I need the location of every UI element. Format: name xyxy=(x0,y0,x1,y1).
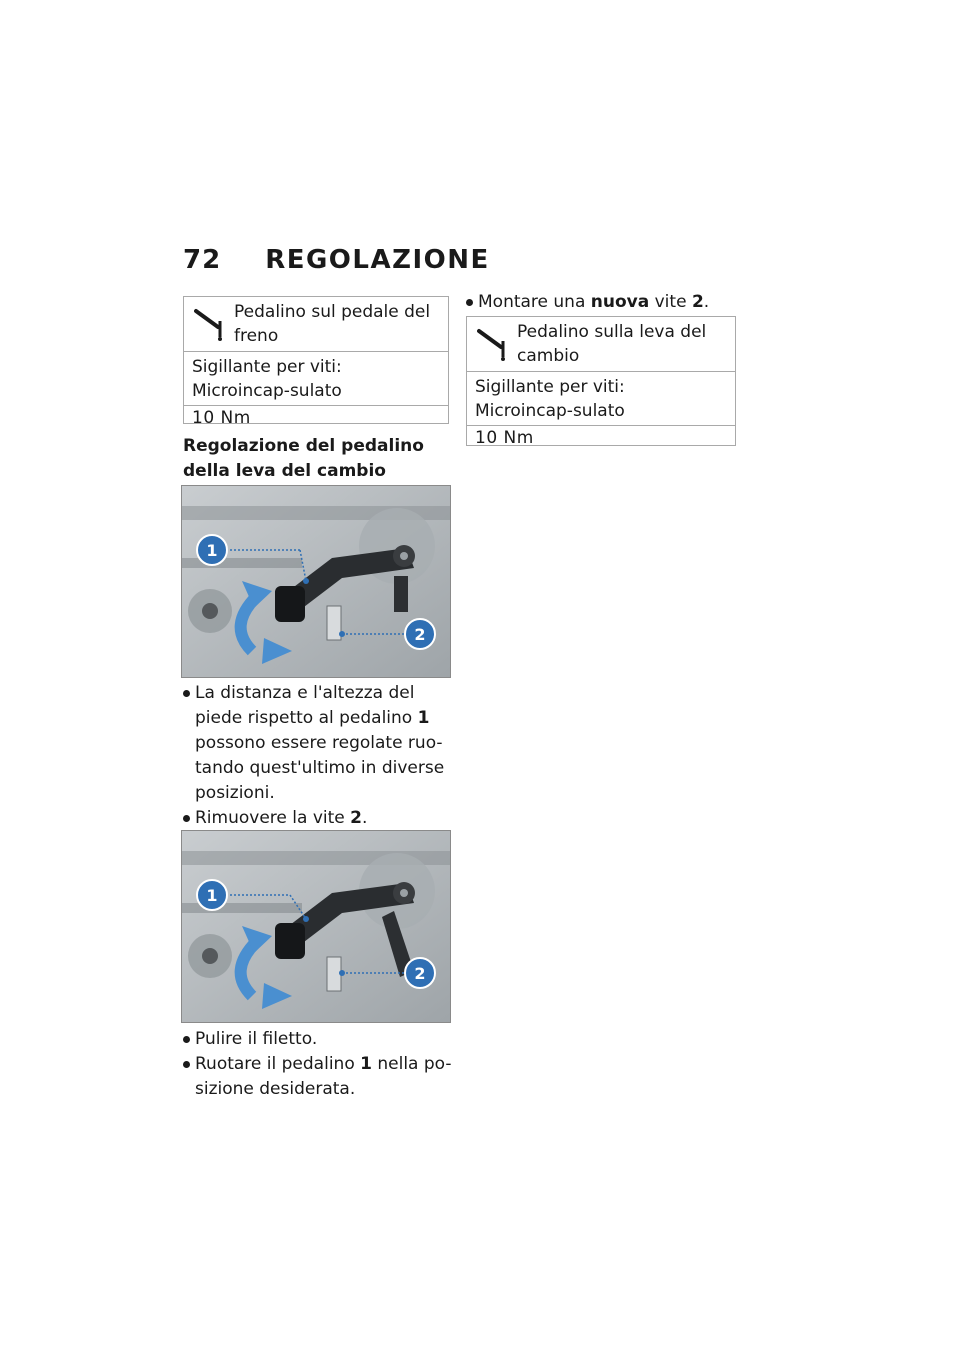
callout-2-label: 2 xyxy=(414,964,426,983)
spec-torque-value: 10 Nm xyxy=(192,408,251,428)
list-item: Ruotare il pedalino 1 nella po-sizione desiderata. xyxy=(183,1052,453,1102)
spec-box-shift xyxy=(466,316,736,446)
torque-wrench-icon xyxy=(194,303,228,343)
steps-list-c xyxy=(466,290,736,315)
spec-box-brake xyxy=(183,296,449,428)
section-heading: Regolazione del pedalino della leva del cambio xyxy=(183,436,424,481)
spec-title: Pedalino sul pedale del freno xyxy=(234,302,431,346)
callout-2-label: 2 xyxy=(414,625,426,644)
steps-list-b xyxy=(183,1027,453,1102)
spec-torque-value: 10 Nm xyxy=(475,428,534,448)
steps-list-a xyxy=(183,681,453,831)
figure-shift-lever-1 xyxy=(181,485,451,678)
list-item: Rimuovere la vite 2. xyxy=(183,806,453,831)
spec-material: Sigillante per viti: Microincap-sulato xyxy=(467,372,735,426)
torque-wrench-icon xyxy=(477,323,511,363)
callout-1-label: 1 xyxy=(206,541,218,560)
spec-title: Pedalino sulla leva del cambio xyxy=(517,322,707,366)
list-item: Pulire il filetto. xyxy=(183,1027,453,1052)
list-item: La distanza e l'altezza del piede rispetto al pedalino 1 possono essere regolate ruo-tando quest'ultimo in diverse posizioni. xyxy=(183,681,453,806)
figure-shift-lever-2 xyxy=(181,830,451,1023)
page-number: 72 xyxy=(183,245,222,275)
list-item: Montare una nuova vite 2. xyxy=(466,290,736,315)
spec-material: Sigillante per viti: Microincap-sulato xyxy=(184,352,448,406)
callout-1-label: 1 xyxy=(206,886,218,905)
page-header xyxy=(183,240,490,280)
section-title: REGOLAZIONE xyxy=(265,245,490,275)
